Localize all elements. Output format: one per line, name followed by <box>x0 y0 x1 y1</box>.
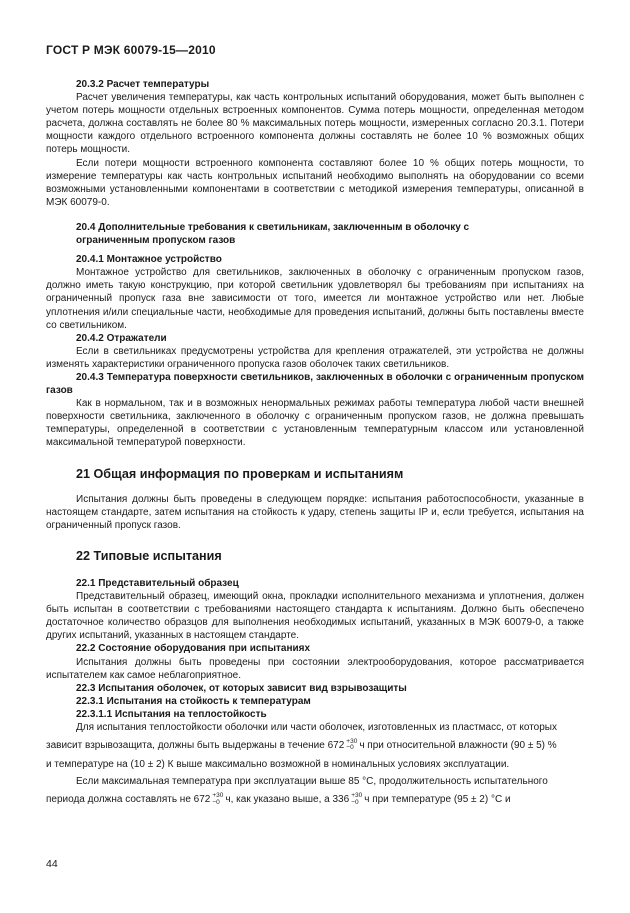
section-heading-22-3-1: 22.3.1 Испытания на стойкость к температурам <box>76 695 311 707</box>
section-heading-20-4: 20.4 Дополнительные требования к светильникам, заключенным в оболочку с <box>76 221 470 233</box>
paragraph: Для испытания теплостойкости оболочки или части оболочек, изготовленных из пластмасс, от которых <box>76 722 557 734</box>
tolerance <box>351 793 362 806</box>
section-heading-22: 22 Типовые испытания <box>76 548 222 563</box>
section-heading-22-3: 22.3 Испытания оболочек, от которых зависит вид взрывозащиты <box>76 682 407 694</box>
page-number: 44 <box>46 858 58 870</box>
document-body <box>46 78 584 812</box>
section-heading-22-3-1-1: 22.3.1.1 Испытания на теплостойкость <box>76 708 267 720</box>
paragraph: Монтажное устройство для светильников, заключенных в оболочку с ограниченным пропуском газов, должно иметь такую конструкцию, при которой светильник удовлетворял бы требованиям при испытаниях на ограниченный пропуск газа вне зависимости от того, имеется ли монтажное устройство или нет. Любые уплотнения и/или специальные части, необходимые для проведения испытаний, должны быть поставлены вместе со светильником. <box>46 267 584 331</box>
tolerance-lower: −0 <box>212 798 220 806</box>
paragraph-with-tolerance <box>46 788 584 812</box>
paragraph-with-tolerance <box>46 734 584 758</box>
text-run: ч при температуре (95 ± 2) °С и <box>364 794 511 806</box>
tolerance-upper: +30 <box>212 792 224 800</box>
text-run: ч при относительной влажности (90 ± 5) % <box>359 740 557 752</box>
section-heading-22-1: 22.1 Представительный образец <box>76 578 239 589</box>
paragraph: Как в нормальном, так и в возможных ненормальных режимах работы температура любой части внешней поверхности светильника, заключенного в оболочку с ограниченным пропуском газов, не должна превышать температуры, определенной в соответствии с установленным температурным классом или установленной максимальной температурой поверхности. <box>46 398 584 449</box>
paragraph: и температуре на (10 ± 2) К выше максимально возможной в номинальных условиях эксплуатации. <box>46 759 510 771</box>
paragraph: Если потери мощности встроенного компонента составляют более 10 % общих потерь мощности, то измерение температуры как часть контрольных испытаний необходимо выполнять на оборудовании со всеми возможными установленными компонентами в соответствии с методикой измерения температуры, описанной в МЭК 60079-0. <box>46 157 584 208</box>
paragraph: Если максимальная температура при эксплуатации выше 85 °С, продолжительность испытательного <box>76 776 548 788</box>
text-run: ч, как указано выше, а 336 <box>225 794 350 806</box>
paragraph: Испытания должны быть проведены при состоянии электрооборудования, которое рассматривается испытателем как самое неблагоприятное. <box>46 656 584 681</box>
paragraph: Представительный образец, имеющий окна, прокладки исполнительного механизма и уплотнения, должен быть испытан в соответствии с требованиями настоящего стандарта к испытаниям. Должно быть обеспечено достаточное количество образцов для выполнения необходимых испытаний, указанных в МЭК 60079-0, а также других испытаний, указанных в настоящем стандарте. <box>46 591 584 642</box>
tolerance <box>212 793 223 806</box>
text-run: периода должна составлять не 672 <box>46 794 211 806</box>
tolerance-upper: +30 <box>346 737 358 745</box>
paragraph: Испытания должны быть проведены в следующем порядке: испытания работоспособности, указанные в настоящем стандарте, затем испытания на стойкость к удару, степень защиты IP и, если требуется, испытания на ограниченный пропуск газов. <box>46 493 584 531</box>
paragraph: Расчет увеличения температуры, как часть контрольных испытаний оборудования, может быть выполнен с учетом потерь мощности отдельных встроенных компонентов. Сумма потерь мощности, определенная методом расчета, должна составлять не более 80 % максимальных потерь мощности, измеренных согласно 20.3.1. Потери мощности каждого отдельного встроенного компонента должны составлять не более 10 % возможных общих потерь мощности. <box>46 92 584 156</box>
tolerance-lower: −0 <box>351 798 359 806</box>
text-run: зависит взрывозащита, должны быть выдержаны в течение 672 <box>46 740 345 752</box>
section-heading-21: 21 Общая информация по проверкам и испытаниям <box>76 466 404 481</box>
section-heading-20-4-1: 20.4.1 Монтажное устройство <box>76 254 222 266</box>
tolerance <box>346 739 357 752</box>
tolerance-lower: −0 <box>346 744 354 752</box>
document-header: ГОСТ Р МЭК 60079-15—2010 <box>46 43 216 57</box>
section-heading-20-4-2: 20.4.2 Отражатели <box>76 332 167 344</box>
tolerance-upper: +30 <box>351 792 363 800</box>
paragraph: Если в светильниках предусмотрены устройства для крепления отражателей, эти устройства не должны изменять характеристики ограниченного пропуска газов оболочек таких светильников. <box>46 345 584 370</box>
section-heading-20-4-cont: ограниченным пропуском газов <box>76 235 236 247</box>
section-heading-20-3-2: 20.3.2 Расчет температуры <box>76 79 210 90</box>
section-heading-22-2: 22.2 Состояние оборудования при испытаниях <box>76 643 311 655</box>
section-heading-20-4-3: 20.4.3 Температура поверхности светильников, заключенных в оболочки с ограниченным пропуском газов <box>46 371 584 397</box>
